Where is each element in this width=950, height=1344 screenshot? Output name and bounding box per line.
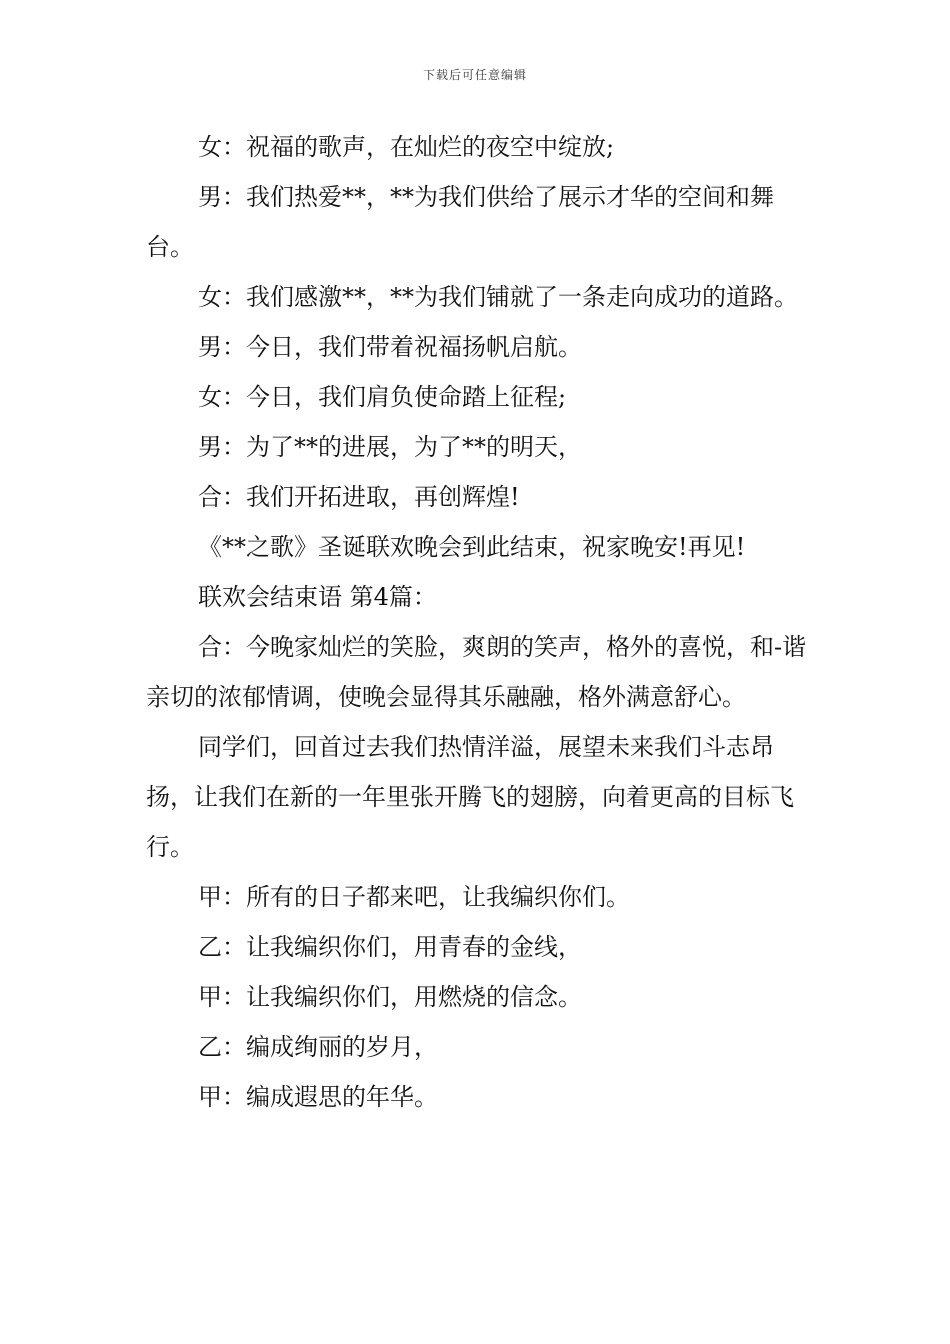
paragraph: 男：今日，我们带着祝福扬帆启航。 <box>198 333 582 361</box>
paragraph: 甲：让我编织你们，用燃烧的信念。 <box>198 983 582 1011</box>
paragraph: 女：我们感激**，**为我们铺就了一条走向成功的道路。 <box>198 283 798 311</box>
page-header-note: 下载后可任意编辑 <box>422 68 527 82</box>
paragraph: 甲：编成遐思的年华。 <box>198 1083 438 1111</box>
document-body <box>146 122 810 1122</box>
paragraph: 合：今晚家灿烂的笑脸，爽朗的笑声，格外的喜悦，和-谐亲切的浓郁情调，使晚会显得其乐融融，格外满意舒心。 <box>146 633 807 711</box>
paragraph: 乙：让我编织你们，用青春的金线， <box>198 933 582 961</box>
section-heading: 联欢会结束语 第4篇： <box>198 583 437 611</box>
paragraph: 女：祝福的歌声，在灿烂的夜空中绽放; <box>198 133 615 161</box>
paragraph: 《**之歌》圣诞联欢晚会到此结束，祝家晚安!再见! <box>198 533 746 561</box>
paragraph: 乙：编成绚丽的岁月， <box>198 1033 438 1061</box>
paragraph: 合：我们开拓进取，再创辉煌! <box>198 483 520 511</box>
paragraph: 甲：所有的日子都来吧，让我编织你们。 <box>198 883 630 911</box>
paragraph: 男：我们热爱**，**为我们供给了展示才华的空间和舞台。 <box>146 183 774 261</box>
paragraph: 女：今日，我们肩负使命踏上征程; <box>198 383 567 411</box>
paragraph: 男：为了**的进展，为了**的明天， <box>198 433 582 461</box>
paragraph: 同学们，回首过去我们热情洋溢，展望未来我们斗志昂扬，让我们在新的一年里张开腾飞的翅膀，向着更高的目标飞行。 <box>146 733 794 861</box>
